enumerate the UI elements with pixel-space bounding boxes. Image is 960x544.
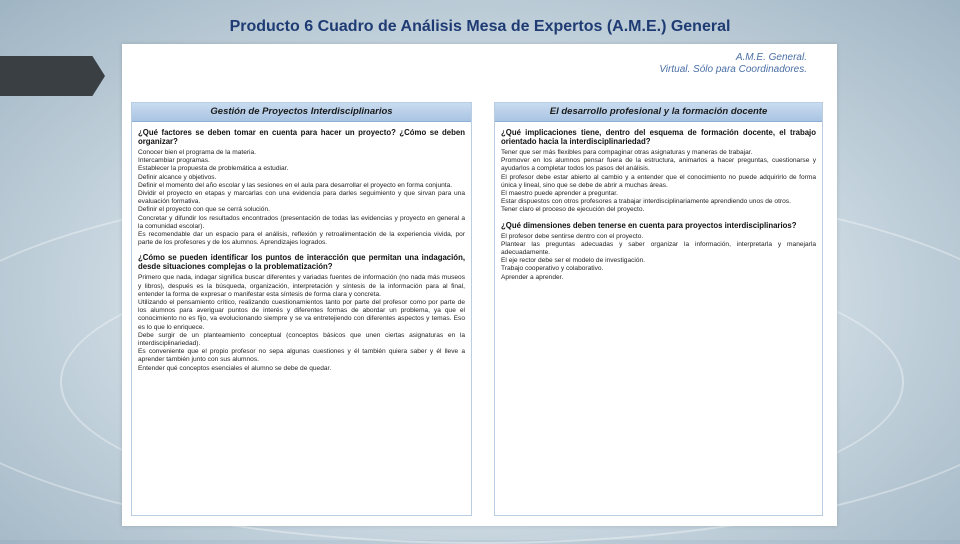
- slide-title: Producto 6 Cuadro de Análisis Mesa de Expertos (A.M.E.) General: [229, 18, 731, 35]
- answer-line: Definir el proyecto con que se cerrá solución.: [138, 206, 270, 214]
- answer-line: Aprender a aprender.: [501, 273, 564, 281]
- answer-line: Utilizando el pensamiento crítico, realizando cuestionamientos tanto por parte del profesor como por parte de los alumnos para averiguar puntos de interés y diferentes formas de abordar un problema, ya que el conocimiento no es fijo, va evolucionando siempre y se va entretejiendo con diferentes aspectos y temas. Eso es lo que lo enriquece.: [138, 299, 465, 331]
- answer-line: Trabajo cooperativo y colaborativo.: [501, 265, 604, 273]
- answer-line: Tener claro el proceso de ejecución del proyecto.: [501, 206, 645, 214]
- answer-line: El profesor debe sentirse dentro con el proyecto.: [501, 232, 644, 240]
- left-column-heading: Gestión de Proyectos Interdisciplinarios: [132, 103, 471, 122]
- left-column: [131, 102, 472, 516]
- header-line-2: Virtual. Sólo para Coordinadores.: [659, 64, 807, 75]
- header-line-1: A.M.E. General.: [735, 52, 807, 63]
- answer-line: Establecer la propuesta de problemática a estudiar.: [138, 165, 289, 173]
- answer-line: Conocer bien el programa de la materia.: [138, 149, 257, 156]
- answer-line: Definir alcance y objetivos.: [138, 173, 217, 181]
- answer-line: Debe surgir de un planteamiento conceptual (conceptos básicos que unen ciertas asignaturas en la interdisciplinariedad).: [138, 331, 465, 348]
- answer-line: Entender qué conceptos esenciales el alumno se debe de quedar.: [138, 364, 332, 372]
- right-column-heading: El desarrollo profesional y la formación docente: [495, 103, 822, 122]
- answer-line: Es conveniente que el propio profesor no sepa algunas cuestiones y él también quiera saber y él lleve a aprender también junto con sus alumnos.: [138, 348, 465, 364]
- answer-line: Concretar y difundir los resultados encontrados (presentación de todas las evidencias y proyecto en general a la comunidad escolar).: [138, 214, 465, 230]
- answer-line: Definir el momento del año escolar y las sesiones en el aula para desarrollar el proyecto en forma conjunta.: [138, 181, 453, 189]
- right-question-2: ¿Qué dimensiones deben tenerse en cuenta para proyectos interdisciplinarios?: [501, 220, 797, 230]
- slide-tab-marker: [0, 56, 105, 96]
- right-question-1: ¿Qué implicaciones tiene, dentro del esquema de formación docente, el trabajo orientado hacia la interdisciplinariedad?: [501, 128, 816, 146]
- answer-line: El maestro puede aprender a preguntar.: [501, 190, 618, 198]
- left-question-2: ¿Cómo se pueden identificar los puntos de interacción que permitan una indagación, desde situaciones complejas o la problematización?: [138, 253, 465, 272]
- left-question-1: ¿Qué factores se deben tomar en cuenta para hacer un proyecto? ¿Cómo se deben organizar?: [138, 128, 465, 146]
- answer-line: Primero que nada, indagar significa buscar diferentes y variadas fuentes de información (no nada más museos y libros), después es la búsqueda, organización, interpretación y síntesis de la información para al final, entender la forma de expresar o manifestar esta síntesis de forma clara y concreta.: [138, 274, 465, 298]
- right-column: [494, 102, 823, 516]
- analysis-document: [122, 44, 837, 526]
- document-header: [659, 52, 807, 76]
- answer-line: Es recomendable dar un espacio para el análisis, reflexión y retroalimentación de la experiencia vivida, por parte de los profesores y de los alumnos. Aprendizajes logrados.: [138, 231, 465, 247]
- answer-line: El eje rector debe ser el modelo de investigación.: [501, 257, 646, 265]
- answer-line: Tener que ser más flexibles para compaginar otras asignaturas y maneras de trabajar.: [501, 149, 753, 156]
- answer-line: Plantear las preguntas adecuadas y saber organizar la información, interpretarla y manejarla adecuadamente.: [501, 240, 816, 257]
- answer-line: Intercambiar programas.: [138, 157, 210, 165]
- answer-line: Estar dispuestos con otros profesores a trabajar interdisciplinariamente aprendiendo unos de otros.: [501, 198, 791, 206]
- answer-line: Promover en los alumnos pensar fuera de la estructura, animarlos a hacer preguntas, cuestionarse y ayudarlos a completar todos los pasos del análisis.: [501, 157, 816, 173]
- answer-line: El profesor debe estar abierto al cambio y a entender que el conocimiento no puede adquirirlo de forma única y lineal, sino que se debe de abrir a muchas áreas.: [501, 173, 816, 189]
- answer-line: Dividir el proyecto en etapas y marcarlas con una evidencia para darles seguimiento y que sirvan para una evaluación formativa.: [138, 190, 465, 206]
